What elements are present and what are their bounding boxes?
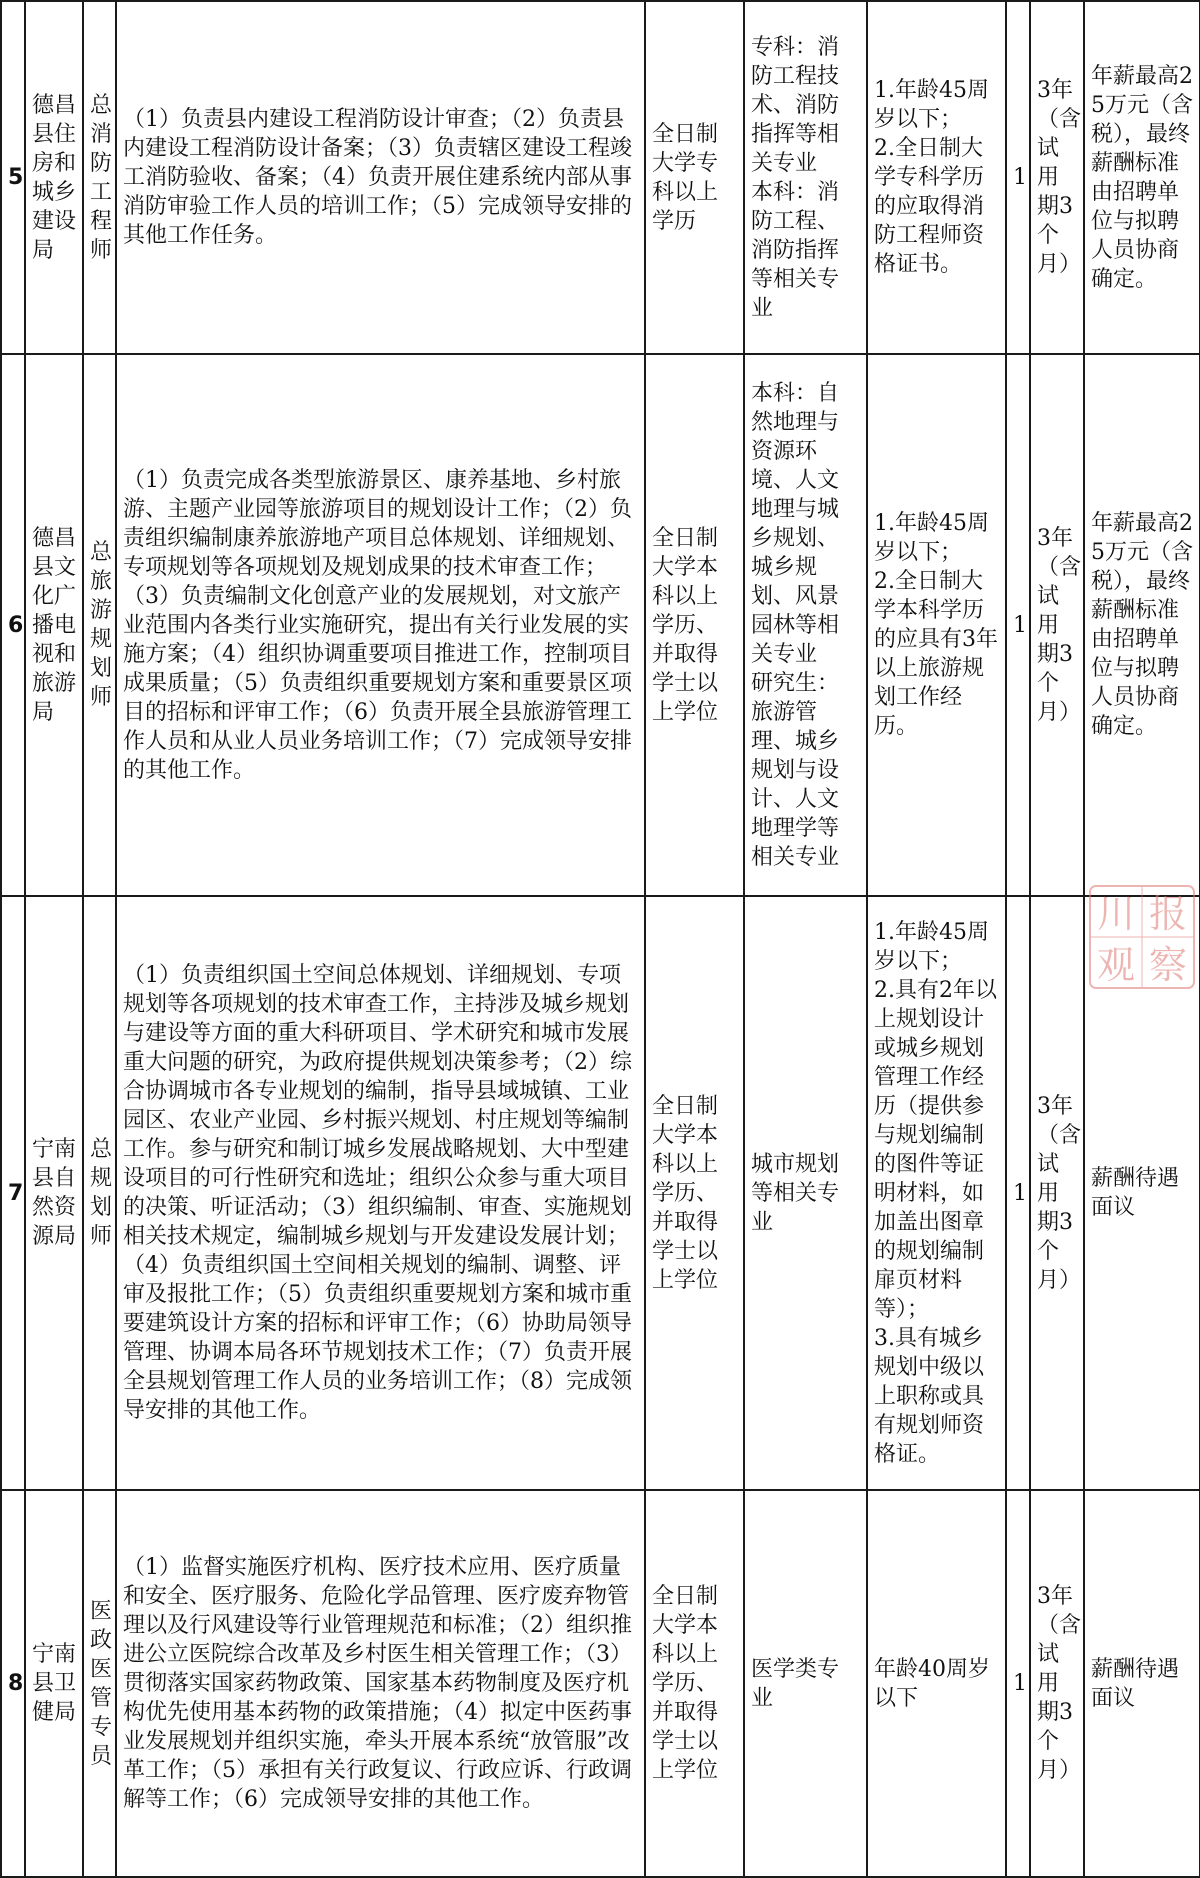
major-requirement: 本科：自然地理与资源环境、人文地理与城乡规划、城乡规划、风景园林等相关专业 研究生：旅游管理、城乡规划与设计、人文地理学等相关专业 [744,354,867,896]
seal-glyph: 川 [1096,892,1136,936]
employer-unit: 宁南县自然资源局 [25,896,83,1490]
job-duties: （1）负责县内建设工程消防设计审查；（2）负责县内建设工程消防设计备案；（3）负责辖区建设工程竣工消防验收、备案；（4）负责开展住建系统内部从事消防审验工作人员的培训工作；（5）完成领导安排的其他工作任务。 [116,1,645,354]
contract-term: 3年（含试用期3个月） [1030,1490,1084,1877]
position-title: 总规划师 [83,896,116,1490]
salary-info: 年薪最高25万元（含税），最终薪酬标准由招聘单位与拟聘人员协商确定。 [1084,354,1200,896]
row-number: 8 [1,1490,25,1877]
education-requirement: 全日制大学专科以上学历 [645,1,744,354]
job-duties: （1）负责组织国土空间总体规划、详细规划、专项规划等各项规划的技术审查工作，主持涉及城乡规划与建设等方面的重大科研项目、学术研究和城市发展重大问题的研究，为政府提供规划决策参考；（2）综合协调城市各专业规划的编制，指导县域城镇、工业园区、农业产业园、乡村振兴规划、村庄规划等编制工作。参与研究和制订城乡发展战略规划、大中型建设项目的可行性研究和选址；组织公众参与重大项目的决策、听证活动；（3）组织编制、审查、实施规划相关技术规定，编制城乡规划与开发建设发展计划；（4）负责组织国土空间相关规划的编制、调整、评审及报批工作；（5）负责组织重要规划方案和城市重要建筑设计方案的招标和评审工作；（6）协助局领导管理、协调本局各环节规划技术工作；（7）负责开展全县规划管理工作人员的业务培训工作；（8）完成领导安排的其他工作。 [116,896,645,1490]
hiring-count: 1 [1006,1,1030,354]
major-requirement: 医学类专业 [744,1490,867,1877]
contract-term: 3年（含试用期3个月） [1030,1,1084,354]
table-row [1,354,1200,896]
row-number: 5 [1,1,25,354]
table-row [1,896,1200,1490]
education-requirement: 全日制大学本科以上学历、并取得学士以上学位 [645,1490,744,1877]
table-row [1,1490,1200,1877]
other-requirements: 年龄40周岁以下 [867,1490,1006,1877]
employer-unit: 宁南县卫健局 [25,1490,83,1877]
position-title: 医政医管专员 [83,1490,116,1877]
contract-term: 3年（含试用期3个月） [1030,896,1084,1490]
position-title: 总消防工程师 [83,1,116,354]
hiring-count: 1 [1006,1490,1030,1877]
row-number: 6 [1,354,25,896]
position-title: 总旅游规划师 [83,354,116,896]
seal-glyph: 察 [1148,943,1188,987]
employer-unit: 德昌县住房和城乡建设局 [25,1,83,354]
job-duties: （1）监督实施医疗机构、医疗技术应用、医疗质量和安全、医疗服务、危险化学品管理、医疗废弃物管理以及行风建设等行业管理规范和标准；（2）组织推进公立医院综合改革及乡村医生相关管理工作；（3）贯彻落实国家药物政策、国家基本药物制度及医疗机构优先使用基本药物的政策措施；（4）拟定中医药事业发展规划并组织实施，牵头开展本系统“放管服”改革工作；（5）承担有关行政复议、行政应诉、行政调解等工作；（6）完成领导安排的其他工作。 [116,1490,645,1877]
education-requirement: 全日制大学本科以上学历、并取得学士以上学位 [645,896,744,1490]
hiring-count: 1 [1006,896,1030,1490]
major-requirement: 城市规划等相关专业 [744,896,867,1490]
contract-term: 3年（含试用期3个月） [1030,354,1084,896]
row-number: 7 [1,896,25,1490]
major-requirement: 专科：消防工程技术、消防指挥等相关专业 本科：消防工程、消防指挥等相关专业 [744,1,867,354]
salary-info: 年薪最高25万元（含税），最终薪酬标准由招聘单位与拟聘人员协商确定。 [1084,1,1200,354]
employer-unit: 德昌县文化广播电视和旅游局 [25,354,83,896]
salary-info: 薪酬待遇面议 [1084,1490,1200,1877]
table-row [1,1,1200,354]
other-requirements: 1.年龄45周岁以下； 2.具有2年以上规划设计或城乡规划管理工作经历（提供参与规划编制的图件等证明材料，如加盖出图章的规划编制扉页材料等）； 3.具有城乡规划中级以上职称或具有规划师资格证。 [867,896,1006,1490]
other-requirements: 1.年龄45周岁以下； 2.全日制大学专科学历的应取得消防工程师资格证书。 [867,1,1006,354]
other-requirements: 1.年龄45周岁以下； 2.全日制大学本科学历的应具有3年以上旅游规划工作经历。 [867,354,1006,896]
seal-glyph: 报 [1148,892,1188,936]
job-duties: （1）负责完成各类型旅游景区、康养基地、乡村旅游、主题产业园等旅游项目的规划设计工作；（2）负责组织编制康养旅游地产项目总体规划、详细规划、专项规划等各项规划及规划成果的技术审查工作；（3）负责编制文化创意产业的发展规划，对文旅产业范围内各类行业实施研究，提出有关行业发展的实施方案；（4）组织协调重要项目推进工作，控制项目成果质量；（5）负责组织重要规划方案和重要景区项目的招标和评审工作；（6）负责开展全县旅游管理工作人员和从业人员业务培训工作；（7）完成领导安排的其他工作。 [116,354,645,896]
education-requirement: 全日制大学本科以上学历、并取得学士以上学位 [645,354,744,896]
hiring-count: 1 [1006,354,1030,896]
seal-glyph: 观 [1096,943,1136,987]
salary-info: 薪酬待遇面议 [1084,896,1200,1490]
